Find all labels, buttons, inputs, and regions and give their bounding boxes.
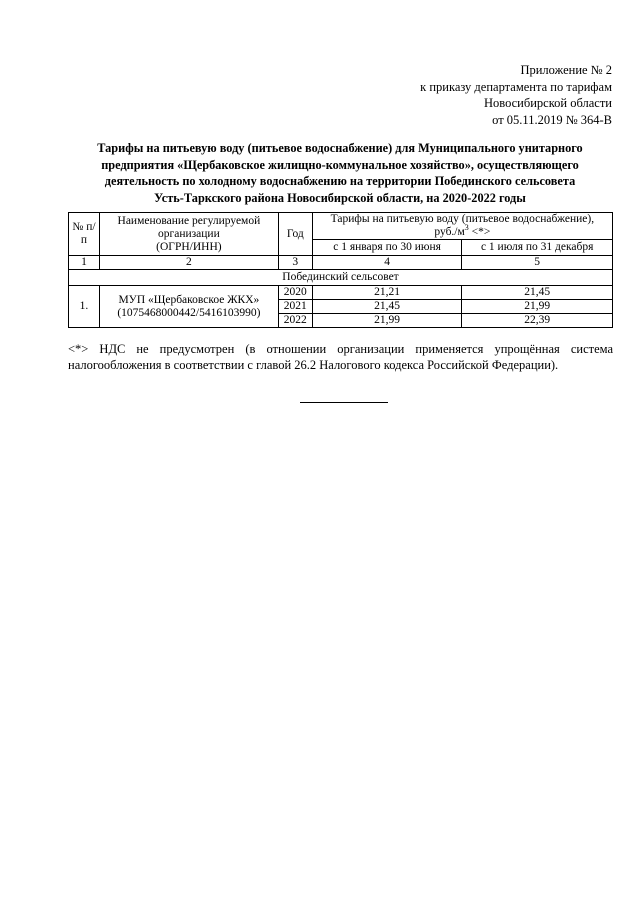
tariff-h2-cell: 22,39 <box>462 314 613 328</box>
header-tariffs-unit-sup: 3 <box>464 223 469 233</box>
header-period-2: с 1 июля по 31 декабря <box>462 240 613 256</box>
document-title <box>68 140 612 206</box>
index-cell: 5 <box>462 256 613 270</box>
header-organization <box>99 213 278 256</box>
title-line-3: деятельность по холодному водоснабжению на территории Побединского сельсовета <box>104 174 576 188</box>
header-tariffs-line-2 <box>315 223 610 239</box>
header-tariffs-line-1: Тарифы на питьевую воду (питьевое водоснабжение), <box>330 213 595 225</box>
index-cell: 4 <box>312 256 462 270</box>
year-cell: 2020 <box>278 286 312 300</box>
row-organization <box>99 286 278 328</box>
group-label: Побединский сельсовет <box>69 270 613 286</box>
tariff-h1-cell: 21,99 <box>312 314 462 328</box>
title-line-4: Усть-Таркского района Новосибирской области, на 2020-2022 годы <box>154 190 526 205</box>
header-org-line-2: организации <box>158 227 220 240</box>
tariff-h2-cell: 21,45 <box>462 286 613 300</box>
tariff-h1-cell: 21,45 <box>312 300 462 314</box>
table-row <box>69 286 613 300</box>
header-year: Год <box>278 213 312 256</box>
org-name: МУП «Щербаковское ЖКХ» <box>118 293 260 306</box>
tariff-h1-cell: 21,21 <box>312 286 462 300</box>
header-period-1: с 1 января по 30 июня <box>312 240 462 256</box>
year-cell: 2021 <box>278 300 312 314</box>
title-line-2: предприятия «Щербаковское жилищно-коммунальное хозяйство», осуществляющего <box>101 157 579 172</box>
header-org-line-3: (ОГРН/ИНН) <box>156 240 222 253</box>
tariff-table <box>68 212 613 328</box>
index-cell: 3 <box>278 256 312 270</box>
appendix-region: Новосибирской области <box>483 96 612 110</box>
appendix-reference <box>420 62 612 128</box>
table-index-row <box>69 256 613 270</box>
table-group-row <box>69 270 613 286</box>
appendix-number: Приложение № 2 <box>520 63 612 77</box>
tariff-h2-cell: 21,99 <box>462 300 613 314</box>
index-cell: 2 <box>99 256 278 270</box>
header-org-line-1: Наименование регулируемой <box>117 214 261 227</box>
org-codes: (1075468000442/5416103990) <box>117 306 261 319</box>
header-num: № п/п <box>69 213 100 256</box>
header-tariffs-unit: руб./м <box>434 226 465 238</box>
year-cell: 2022 <box>278 314 312 328</box>
title-line-1: Тарифы на питьевую воду (питьевое водоснабжение) для Муниципального унитарного <box>97 141 583 155</box>
separator-line <box>300 402 388 403</box>
table-header-row <box>69 213 613 240</box>
appendix-order-line: к приказу департамента по тарифам <box>420 79 612 94</box>
appendix-date: от 05.11.2019 № 364-В <box>492 112 612 127</box>
row-num: 1. <box>69 286 100 328</box>
index-cell: 1 <box>69 256 100 270</box>
header-tariffs <box>312 213 612 240</box>
header-tariffs-note-ref: <*> <box>468 226 491 238</box>
footnote: <*> НДС не предусмотрен (в отношении организации применяется упрощённая система налогообложения в соответствии с главой 26.2 Налогового кодекса Российской Федерации). <box>68 342 613 372</box>
